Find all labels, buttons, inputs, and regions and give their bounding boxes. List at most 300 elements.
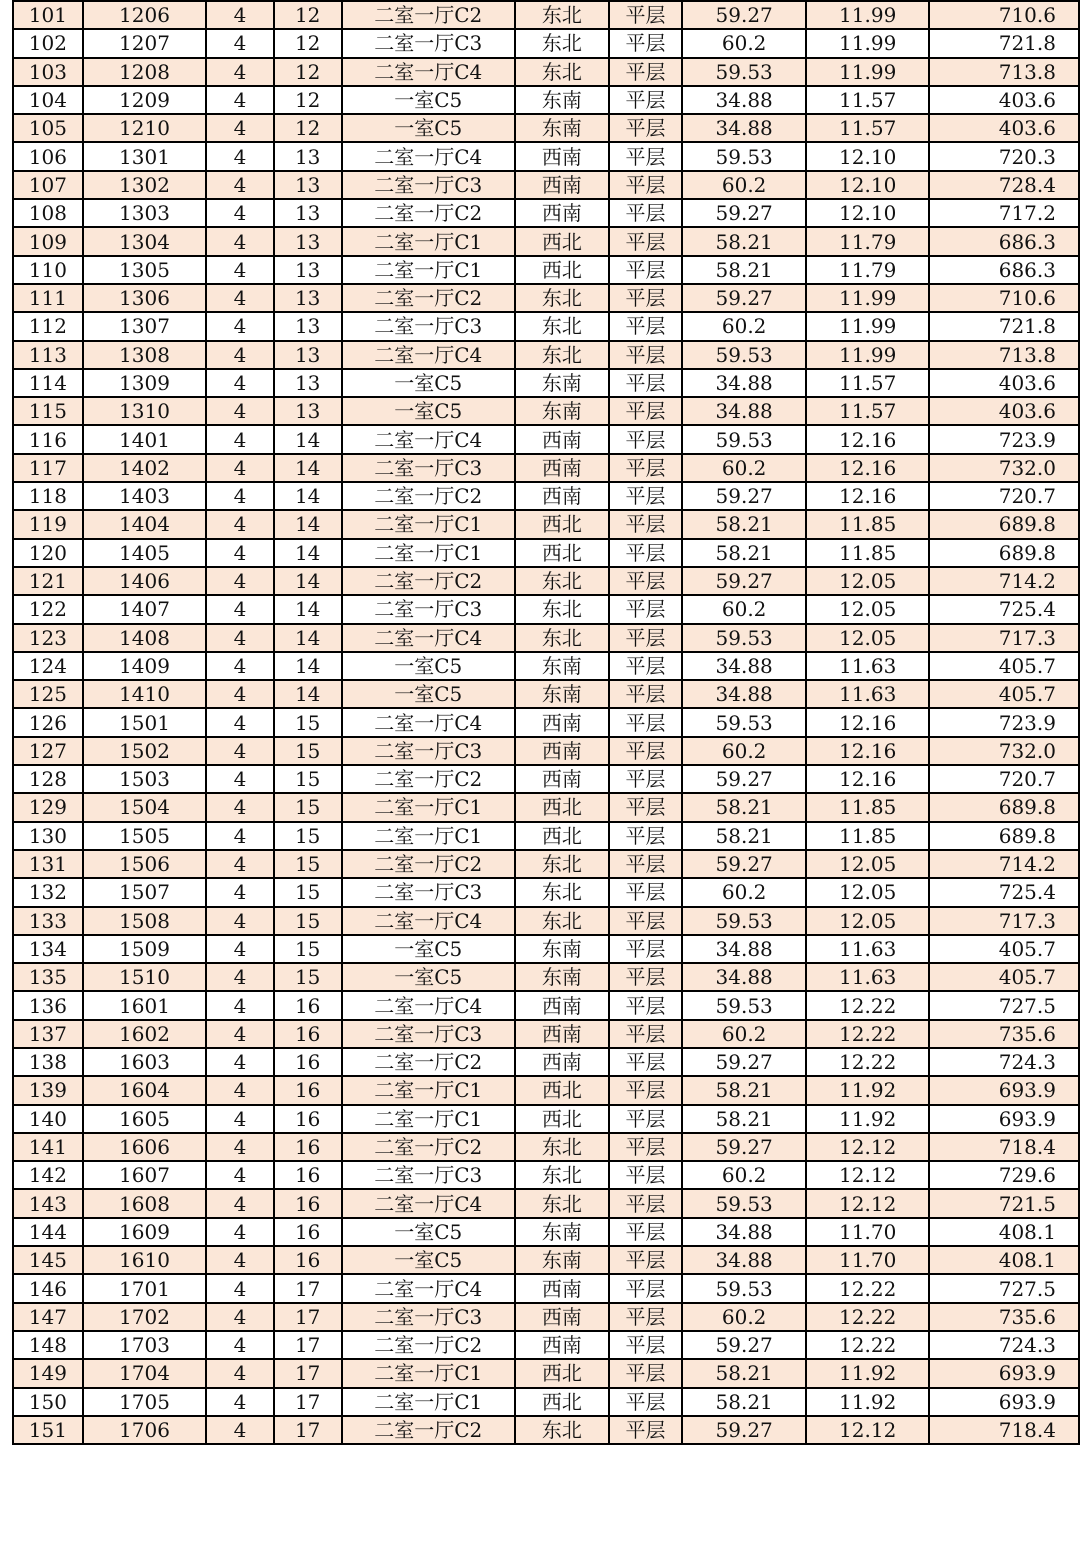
cell-orientation: 西南 [515, 1331, 609, 1359]
cell-total-price: 403.6 [929, 397, 1079, 425]
cell-floor: 13 [274, 341, 342, 369]
cell-orientation: 西北 [515, 256, 609, 284]
table-row [13, 1048, 1079, 1076]
cell-orientation: 西南 [515, 708, 609, 736]
cell-area: 59.53 [682, 341, 806, 369]
cell-unit-number: 4 [206, 1020, 274, 1048]
table-row [13, 567, 1079, 595]
cell-row-number: 111 [13, 284, 83, 312]
cell-orientation: 西南 [515, 765, 609, 793]
cell-orientation: 东北 [515, 907, 609, 935]
cell-unit-number: 4 [206, 114, 274, 142]
cell-layout: 二室一厅C2 [342, 199, 516, 227]
cell-layout: 二室一厅C3 [342, 595, 516, 623]
cell-row-number: 140 [13, 1105, 83, 1133]
cell-unit-number: 4 [206, 58, 274, 86]
table-row [13, 256, 1079, 284]
cell-unit-number: 4 [206, 199, 274, 227]
table-row [13, 539, 1079, 567]
cell-row-number: 134 [13, 935, 83, 963]
cell-orientation: 西北 [515, 510, 609, 538]
cell-unit-price: 12.22 [806, 1274, 930, 1302]
cell-room-number: 1609 [83, 1218, 206, 1246]
cell-floor-type: 平层 [609, 624, 683, 652]
cell-area: 60.2 [682, 737, 806, 765]
cell-unit-number: 4 [206, 1048, 274, 1076]
table-row [13, 907, 1079, 935]
cell-orientation: 东北 [515, 567, 609, 595]
cell-layout: 二室一厅C4 [342, 708, 516, 736]
cell-orientation: 东北 [515, 878, 609, 906]
cell-row-number: 122 [13, 595, 83, 623]
cell-unit-number: 4 [206, 1274, 274, 1302]
cell-unit-price: 12.22 [806, 1020, 930, 1048]
table-row [13, 1133, 1079, 1161]
cell-unit-number: 4 [206, 1076, 274, 1104]
cell-total-price: 732.0 [929, 737, 1079, 765]
cell-layout: 二室一厅C4 [342, 58, 516, 86]
cell-layout: 一室C5 [342, 369, 516, 397]
table-row [13, 850, 1079, 878]
cell-room-number: 1602 [83, 1020, 206, 1048]
cell-layout: 二室一厅C4 [342, 907, 516, 935]
cell-row-number: 106 [13, 142, 83, 170]
cell-total-price: 689.8 [929, 793, 1079, 821]
cell-orientation: 东北 [515, 1189, 609, 1217]
cell-total-price: 405.7 [929, 935, 1079, 963]
cell-total-price: 714.2 [929, 567, 1079, 595]
cell-row-number: 128 [13, 765, 83, 793]
cell-floor-type: 平层 [609, 737, 683, 765]
cell-floor-type: 平层 [609, 454, 683, 482]
cell-orientation: 西北 [515, 539, 609, 567]
cell-area: 60.2 [682, 878, 806, 906]
cell-unit-price: 12.16 [806, 765, 930, 793]
cell-floor-type: 平层 [609, 1020, 683, 1048]
cell-room-number: 1505 [83, 822, 206, 850]
cell-unit-number: 4 [206, 1218, 274, 1246]
table-row [13, 822, 1079, 850]
cell-row-number: 112 [13, 312, 83, 340]
cell-row-number: 124 [13, 652, 83, 680]
cell-floor-type: 平层 [609, 171, 683, 199]
cell-total-price: 686.3 [929, 227, 1079, 255]
cell-orientation: 东南 [515, 963, 609, 991]
table-row [13, 765, 1079, 793]
cell-total-price: 725.4 [929, 595, 1079, 623]
cell-room-number: 1207 [83, 29, 206, 57]
cell-orientation: 东南 [515, 680, 609, 708]
cell-row-number: 143 [13, 1189, 83, 1217]
cell-floor-type: 平层 [609, 567, 683, 595]
cell-unit-number: 4 [206, 1246, 274, 1274]
cell-unit-number: 4 [206, 227, 274, 255]
cell-floor: 13 [274, 199, 342, 227]
cell-orientation: 西南 [515, 737, 609, 765]
cell-row-number: 133 [13, 907, 83, 935]
cell-unit-price: 12.05 [806, 878, 930, 906]
cell-area: 34.88 [682, 963, 806, 991]
cell-floor-type: 平层 [609, 991, 683, 1019]
cell-unit-price: 11.92 [806, 1105, 930, 1133]
cell-area: 59.27 [682, 482, 806, 510]
cell-layout: 一室C5 [342, 963, 516, 991]
cell-row-number: 102 [13, 29, 83, 57]
table-row [13, 1388, 1079, 1416]
cell-floor-type: 平层 [609, 1274, 683, 1302]
cell-layout: 二室一厅C1 [342, 1105, 516, 1133]
cell-floor: 14 [274, 425, 342, 453]
cell-room-number: 1306 [83, 284, 206, 312]
cell-floor-type: 平层 [609, 425, 683, 453]
cell-area: 60.2 [682, 29, 806, 57]
cell-floor: 17 [274, 1303, 342, 1331]
cell-total-price: 689.8 [929, 822, 1079, 850]
cell-total-price: 710.6 [929, 1, 1079, 29]
cell-floor: 13 [274, 284, 342, 312]
cell-unit-price: 12.10 [806, 199, 930, 227]
cell-floor: 13 [274, 227, 342, 255]
cell-total-price: 723.9 [929, 708, 1079, 736]
cell-floor: 14 [274, 595, 342, 623]
cell-room-number: 1206 [83, 1, 206, 29]
cell-floor: 12 [274, 114, 342, 142]
cell-unit-price: 12.05 [806, 624, 930, 652]
cell-floor: 16 [274, 1048, 342, 1076]
cell-orientation: 东北 [515, 1161, 609, 1189]
cell-floor: 14 [274, 624, 342, 652]
table-row [13, 425, 1079, 453]
cell-room-number: 1504 [83, 793, 206, 821]
cell-layout: 二室一厅C3 [342, 1303, 516, 1331]
cell-floor-type: 平层 [609, 765, 683, 793]
table-row [13, 199, 1079, 227]
table-row [13, 482, 1079, 510]
cell-unit-number: 4 [206, 652, 274, 680]
cell-room-number: 1303 [83, 199, 206, 227]
table-row [13, 1076, 1079, 1104]
cell-room-number: 1506 [83, 850, 206, 878]
cell-total-price: 721.8 [929, 312, 1079, 340]
cell-layout: 二室一厅C3 [342, 171, 516, 199]
cell-area: 60.2 [682, 312, 806, 340]
cell-orientation: 西北 [515, 1359, 609, 1387]
cell-unit-price: 11.70 [806, 1246, 930, 1274]
table-row [13, 369, 1079, 397]
cell-row-number: 146 [13, 1274, 83, 1302]
cell-unit-price: 12.22 [806, 991, 930, 1019]
cell-unit-number: 4 [206, 878, 274, 906]
cell-layout: 二室一厅C1 [342, 1076, 516, 1104]
cell-unit-number: 4 [206, 765, 274, 793]
cell-floor-type: 平层 [609, 58, 683, 86]
cell-area: 59.53 [682, 1189, 806, 1217]
cell-orientation: 西南 [515, 991, 609, 1019]
cell-unit-price: 12.05 [806, 850, 930, 878]
cell-floor: 15 [274, 907, 342, 935]
cell-total-price: 732.0 [929, 454, 1079, 482]
cell-floor: 14 [274, 567, 342, 595]
table-row [13, 708, 1079, 736]
cell-floor-type: 平层 [609, 539, 683, 567]
cell-total-price: 720.7 [929, 765, 1079, 793]
cell-layout: 二室一厅C1 [342, 510, 516, 538]
cell-unit-price: 11.57 [806, 114, 930, 142]
table-row [13, 878, 1079, 906]
cell-unit-number: 4 [206, 680, 274, 708]
cell-unit-number: 4 [206, 1105, 274, 1133]
cell-total-price: 408.1 [929, 1218, 1079, 1246]
cell-row-number: 105 [13, 114, 83, 142]
cell-total-price: 723.9 [929, 425, 1079, 453]
cell-floor: 14 [274, 510, 342, 538]
cell-room-number: 1608 [83, 1189, 206, 1217]
cell-floor-type: 平层 [609, 482, 683, 510]
cell-area: 59.27 [682, 567, 806, 595]
cell-room-number: 1308 [83, 341, 206, 369]
cell-area: 59.27 [682, 1416, 806, 1444]
cell-room-number: 1701 [83, 1274, 206, 1302]
cell-floor-type: 平层 [609, 114, 683, 142]
cell-area: 58.21 [682, 539, 806, 567]
cell-unit-price: 11.63 [806, 963, 930, 991]
table-row [13, 991, 1079, 1019]
cell-orientation: 西南 [515, 454, 609, 482]
cell-floor: 15 [274, 850, 342, 878]
cell-room-number: 1510 [83, 963, 206, 991]
cell-floor: 12 [274, 58, 342, 86]
cell-room-number: 1310 [83, 397, 206, 425]
cell-area: 58.21 [682, 822, 806, 850]
cell-unit-price: 11.99 [806, 58, 930, 86]
table-row [13, 1218, 1079, 1246]
cell-layout: 二室一厅C1 [342, 256, 516, 284]
cell-unit-number: 4 [206, 1388, 274, 1416]
cell-unit-number: 4 [206, 907, 274, 935]
cell-total-price: 403.6 [929, 369, 1079, 397]
table-row [13, 284, 1079, 312]
cell-floor: 12 [274, 86, 342, 114]
cell-layout: 二室一厅C4 [342, 142, 516, 170]
cell-row-number: 144 [13, 1218, 83, 1246]
cell-layout: 二室一厅C2 [342, 1133, 516, 1161]
table-row [13, 1246, 1079, 1274]
cell-unit-number: 4 [206, 1189, 274, 1217]
cell-total-price: 724.3 [929, 1331, 1079, 1359]
cell-floor-type: 平层 [609, 850, 683, 878]
cell-layout: 二室一厅C2 [342, 1331, 516, 1359]
cell-orientation: 东南 [515, 397, 609, 425]
cell-orientation: 东北 [515, 312, 609, 340]
cell-floor-type: 平层 [609, 1331, 683, 1359]
table-row [13, 737, 1079, 765]
cell-orientation: 东南 [515, 114, 609, 142]
cell-total-price: 735.6 [929, 1020, 1079, 1048]
cell-layout: 二室一厅C3 [342, 1161, 516, 1189]
cell-floor: 12 [274, 29, 342, 57]
cell-area: 59.53 [682, 142, 806, 170]
table-row [13, 1274, 1079, 1302]
cell-unit-number: 4 [206, 312, 274, 340]
cell-row-number: 104 [13, 86, 83, 114]
cell-layout: 二室一厅C4 [342, 341, 516, 369]
cell-unit-price: 11.63 [806, 680, 930, 708]
cell-area: 59.27 [682, 850, 806, 878]
cell-room-number: 1209 [83, 86, 206, 114]
table-row [13, 1331, 1079, 1359]
cell-orientation: 西南 [515, 1274, 609, 1302]
cell-orientation: 东南 [515, 935, 609, 963]
cell-room-number: 1402 [83, 454, 206, 482]
cell-unit-price: 12.05 [806, 567, 930, 595]
cell-total-price: 714.2 [929, 850, 1079, 878]
cell-orientation: 东南 [515, 652, 609, 680]
cell-row-number: 107 [13, 171, 83, 199]
cell-unit-number: 4 [206, 1303, 274, 1331]
cell-floor-type: 平层 [609, 284, 683, 312]
cell-area: 59.27 [682, 284, 806, 312]
cell-room-number: 1309 [83, 369, 206, 397]
cell-floor: 13 [274, 256, 342, 284]
cell-room-number: 1502 [83, 737, 206, 765]
cell-floor: 15 [274, 793, 342, 821]
cell-orientation: 东北 [515, 1416, 609, 1444]
cell-unit-number: 4 [206, 963, 274, 991]
cell-floor: 16 [274, 1133, 342, 1161]
cell-row-number: 114 [13, 369, 83, 397]
cell-unit-price: 11.99 [806, 312, 930, 340]
cell-room-number: 1208 [83, 58, 206, 86]
cell-floor: 17 [274, 1416, 342, 1444]
cell-orientation: 西北 [515, 822, 609, 850]
cell-room-number: 1603 [83, 1048, 206, 1076]
cell-area: 34.88 [682, 369, 806, 397]
table-row [13, 58, 1079, 86]
cell-room-number: 1605 [83, 1105, 206, 1133]
cell-orientation: 西北 [515, 1388, 609, 1416]
table-row [13, 1105, 1079, 1133]
cell-unit-price: 12.05 [806, 595, 930, 623]
cell-orientation: 西北 [515, 1105, 609, 1133]
cell-unit-number: 4 [206, 935, 274, 963]
cell-floor: 15 [274, 708, 342, 736]
cell-room-number: 1507 [83, 878, 206, 906]
cell-unit-price: 11.92 [806, 1388, 930, 1416]
cell-total-price: 725.4 [929, 878, 1079, 906]
cell-floor-type: 平层 [609, 29, 683, 57]
cell-unit-number: 4 [206, 624, 274, 652]
cell-room-number: 1503 [83, 765, 206, 793]
cell-unit-price: 11.63 [806, 935, 930, 963]
cell-layout: 二室一厅C2 [342, 765, 516, 793]
cell-orientation: 东北 [515, 595, 609, 623]
cell-area: 34.88 [682, 397, 806, 425]
cell-area: 59.27 [682, 1133, 806, 1161]
cell-floor: 15 [274, 765, 342, 793]
cell-orientation: 东北 [515, 341, 609, 369]
cell-orientation: 西北 [515, 227, 609, 255]
cell-floor: 16 [274, 1161, 342, 1189]
cell-unit-number: 4 [206, 793, 274, 821]
cell-unit-price: 12.16 [806, 425, 930, 453]
cell-room-number: 1601 [83, 991, 206, 1019]
cell-unit-number: 4 [206, 369, 274, 397]
cell-area: 59.27 [682, 765, 806, 793]
cell-area: 60.2 [682, 595, 806, 623]
cell-room-number: 1705 [83, 1388, 206, 1416]
table-row [13, 652, 1079, 680]
cell-floor-type: 平层 [609, 312, 683, 340]
cell-floor-type: 平层 [609, 256, 683, 284]
cell-room-number: 1406 [83, 567, 206, 595]
cell-floor-type: 平层 [609, 935, 683, 963]
cell-floor: 16 [274, 1020, 342, 1048]
cell-unit-price: 12.12 [806, 1189, 930, 1217]
cell-layout: 二室一厅C3 [342, 312, 516, 340]
table-row [13, 1303, 1079, 1331]
cell-room-number: 1302 [83, 171, 206, 199]
cell-row-number: 132 [13, 878, 83, 906]
cell-unit-price: 11.57 [806, 397, 930, 425]
cell-row-number: 145 [13, 1246, 83, 1274]
cell-unit-price: 11.99 [806, 341, 930, 369]
cell-orientation: 西南 [515, 1020, 609, 1048]
cell-floor-type: 平层 [609, 652, 683, 680]
cell-floor: 13 [274, 397, 342, 425]
cell-floor-type: 平层 [609, 86, 683, 114]
cell-total-price: 693.9 [929, 1388, 1079, 1416]
cell-orientation: 东北 [515, 1, 609, 29]
cell-room-number: 1301 [83, 142, 206, 170]
cell-floor-type: 平层 [609, 510, 683, 538]
cell-area: 34.88 [682, 114, 806, 142]
cell-total-price: 693.9 [929, 1359, 1079, 1387]
cell-floor-type: 平层 [609, 963, 683, 991]
cell-unit-number: 4 [206, 991, 274, 1019]
cell-total-price: 717.3 [929, 624, 1079, 652]
cell-area: 59.27 [682, 1048, 806, 1076]
cell-row-number: 138 [13, 1048, 83, 1076]
cell-area: 59.53 [682, 624, 806, 652]
cell-floor: 13 [274, 171, 342, 199]
cell-room-number: 1607 [83, 1161, 206, 1189]
table-row [13, 397, 1079, 425]
cell-orientation: 西南 [515, 482, 609, 510]
cell-row-number: 125 [13, 680, 83, 708]
cell-area: 58.21 [682, 1105, 806, 1133]
cell-layout: 二室一厅C1 [342, 227, 516, 255]
cell-unit-price: 12.10 [806, 171, 930, 199]
cell-orientation: 东北 [515, 284, 609, 312]
cell-layout: 二室一厅C4 [342, 624, 516, 652]
cell-unit-price: 12.22 [806, 1303, 930, 1331]
cell-floor-type: 平层 [609, 1, 683, 29]
cell-layout: 二室一厅C3 [342, 878, 516, 906]
cell-unit-price: 11.85 [806, 793, 930, 821]
cell-floor-type: 平层 [609, 595, 683, 623]
table-row [13, 1359, 1079, 1387]
cell-unit-price: 12.12 [806, 1161, 930, 1189]
cell-floor: 14 [274, 539, 342, 567]
cell-row-number: 109 [13, 227, 83, 255]
cell-unit-price: 11.85 [806, 539, 930, 567]
cell-floor: 16 [274, 1218, 342, 1246]
cell-unit-number: 4 [206, 1359, 274, 1387]
cell-orientation: 东北 [515, 1133, 609, 1161]
cell-layout: 二室一厅C2 [342, 1048, 516, 1076]
cell-unit-price: 11.99 [806, 1, 930, 29]
cell-floor-type: 平层 [609, 878, 683, 906]
